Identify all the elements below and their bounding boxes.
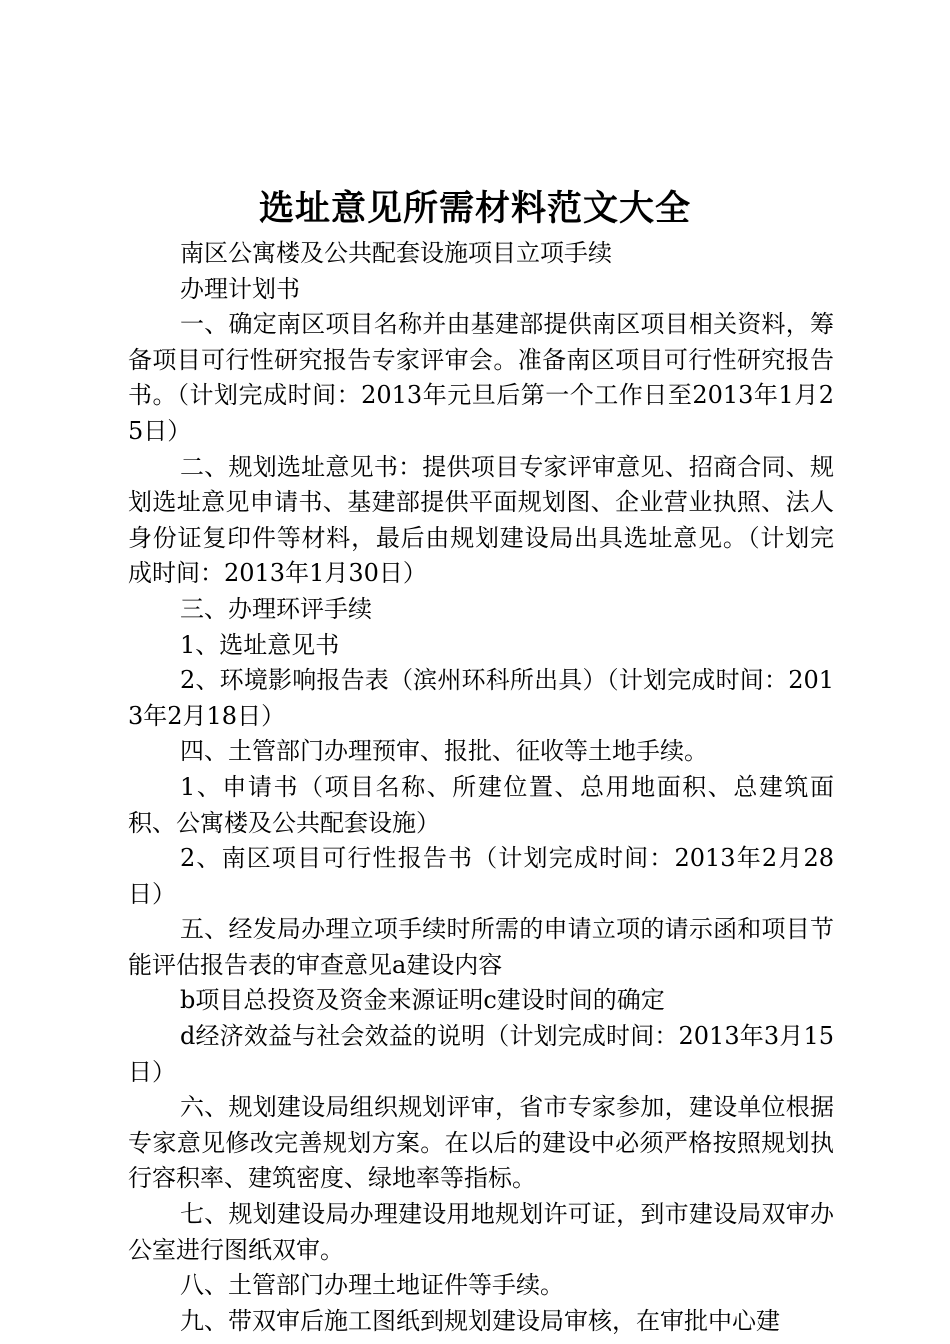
paragraph: 2、南区项目可行性报告书（计划完成时间：2013年2月28日） <box>128 844 834 908</box>
paragraph: 南区公寓楼及公共配套设施项目立项手续 <box>180 239 612 267</box>
document-title: 选址意见所需材料范文大全 <box>258 188 691 229</box>
paragraph: 六、规划建设局组织规划评审，省市专家参加，建设单位根据专家意见修改完善规划方案。在以后的建设中必须严格按照规划执行容积率、建筑密度、绿地率等指标。 <box>128 1093 834 1193</box>
paragraph: 1、申请书（项目名称、所建位置、总用地面积、总建筑面积、公寓楼及公共配套设施） <box>128 772 834 837</box>
paragraph: b项目总投资及资金来源证明c建设时间的确定 <box>180 986 665 1015</box>
paragraph: 三、办理环评手续 <box>180 594 372 623</box>
paragraph: d经济效益与社会效益的说明（计划完成时间：2013年3月15日） <box>128 1022 834 1086</box>
paragraph: 八、土管部门办理土地证件等手续。 <box>180 1271 564 1300</box>
paragraph: 2、环境影响报告表（滨州环科所出具）（计划完成时间：2013年2月18日） <box>128 666 834 730</box>
paragraph: 四、土管部门办理预审、报批、征收等土地手续。 <box>180 737 708 766</box>
document-body <box>128 236 834 1339</box>
paragraph: 办理计划书 <box>180 274 300 303</box>
paragraph: 七、规划建设局办理建设用地规划许可证，到市建设局双审办公室进行图纸双审。 <box>128 1200 834 1264</box>
paragraph: 九、带双审后施工图纸到规划建设局审核，在审批中心建 <box>180 1306 780 1335</box>
paragraph: 一、确定南区项目名称并由基建部提供南区项目相关资料，筹备项目可行性研究报告专家评审会。准备南区项目可行性研究报告书。（计划完成时间：2013年元旦后第一个工作日至2013年1月25日） <box>128 310 834 445</box>
paragraph: 二、规划选址意见书：提供项目专家评审意见、招商合同、规划选址意见申请书、基建部提供平面规划图、企业营业执照、法人身份证复印件等材料，最后由规划建设局出具选址意见。（计划完成时间：2013年1月30日） <box>128 452 834 588</box>
paragraph: 五、经发局办理立项手续时所需的申请立项的请示函和项目节能评估报告表的审查意见a建设内容 <box>128 915 834 979</box>
paragraph: 1、选址意见书 <box>180 630 340 659</box>
